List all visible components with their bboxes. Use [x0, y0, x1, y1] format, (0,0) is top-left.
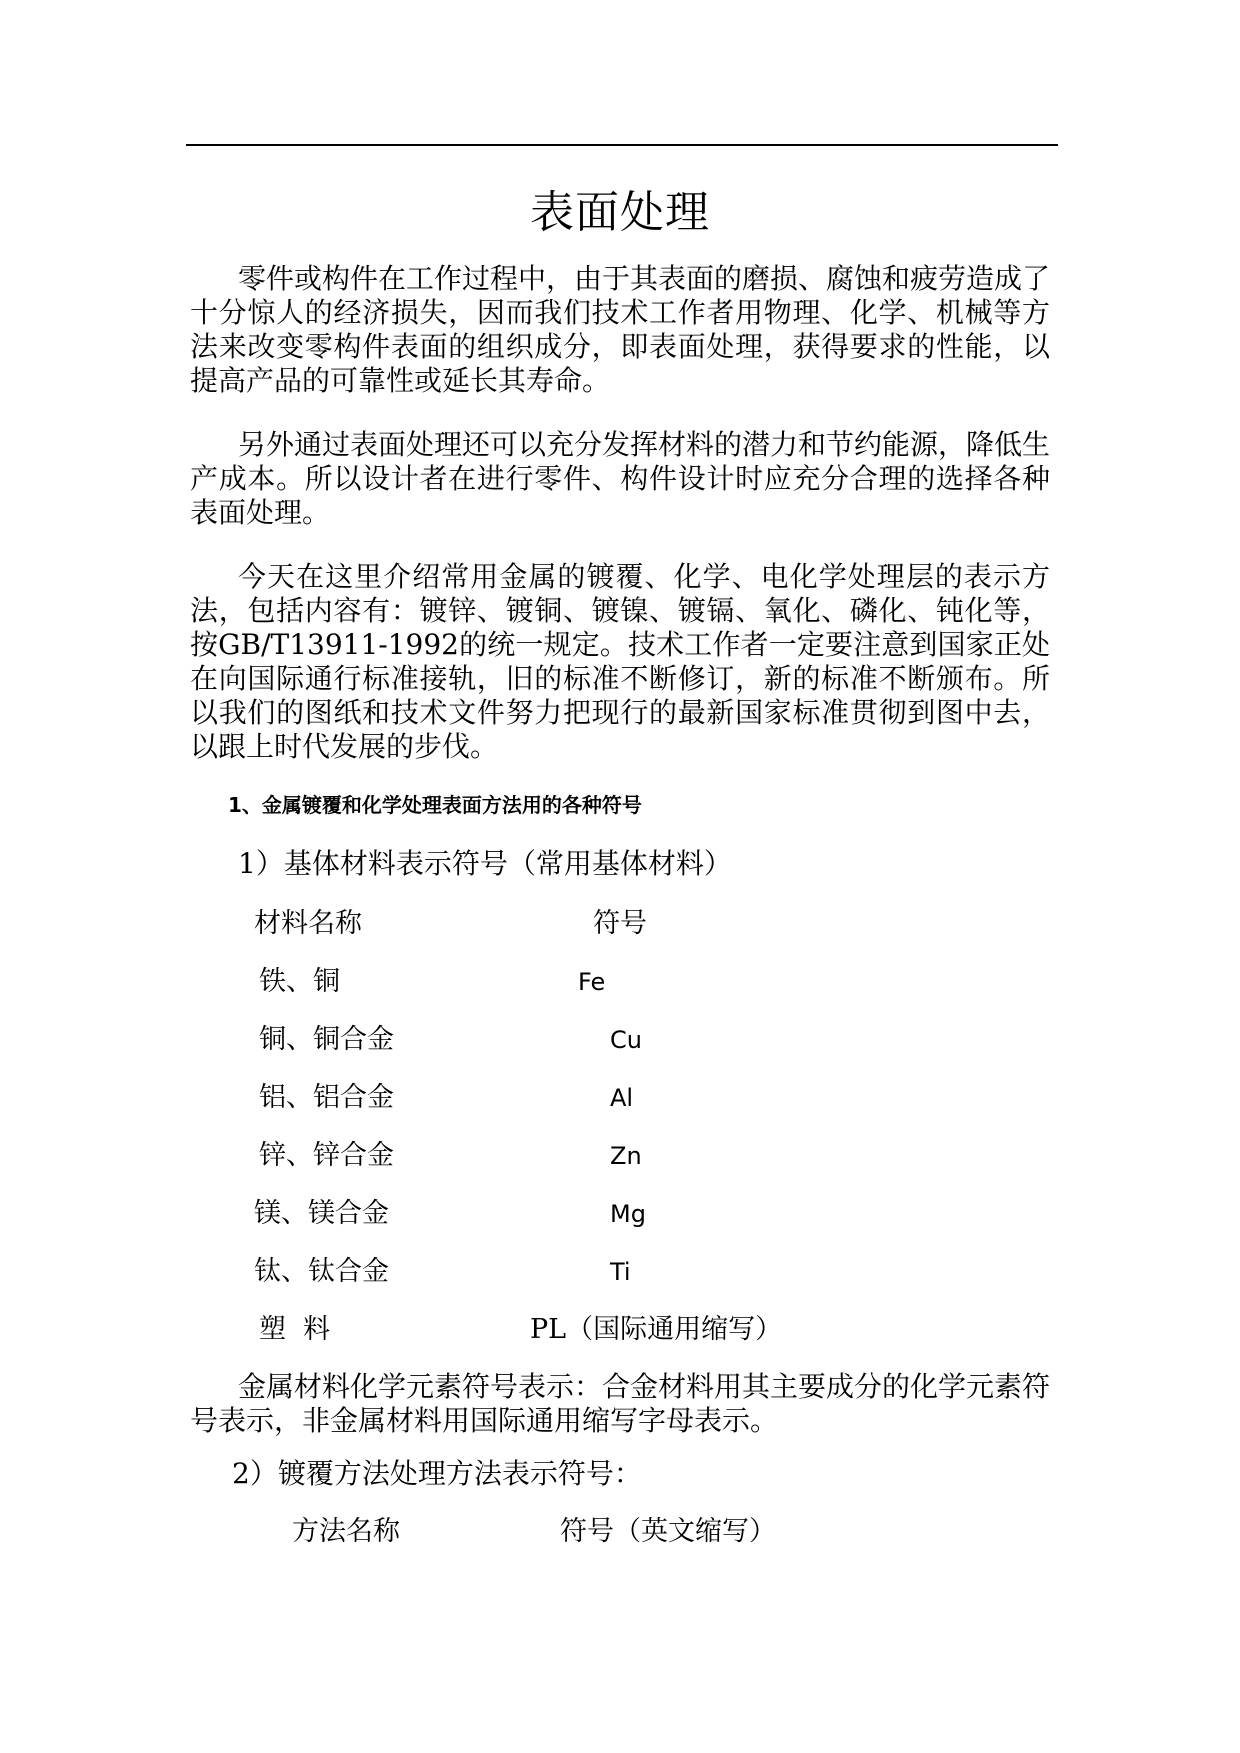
material-symbol: PL（国际通用缩写）: [530, 1314, 783, 1345]
column-header-symbol: 符号: [593, 908, 647, 939]
intro-paragraph-1: [190, 262, 1050, 398]
material-name: 铝、铝合金: [259, 1082, 394, 1113]
materials-table-header: [0, 904, 1240, 944]
material-symbol: Zn: [610, 1142, 642, 1170]
column-header-method-name: 方法名称: [292, 1516, 400, 1547]
material-symbol: Fe: [578, 968, 606, 996]
paragraph-text: 金属材料化学元素符号表示：合金材料用其主要成分的化学元素符号表示，非金属材料用国际通用缩写字母表示。: [190, 1370, 1051, 1437]
page-title: 表面处理: [530, 187, 710, 238]
table-row: [0, 962, 1240, 1002]
material-symbol: Ti: [610, 1258, 631, 1286]
column-header-material-name: 材料名称: [254, 908, 362, 939]
methods-table-header: [0, 1512, 1240, 1552]
material-name: 钛、钛合金: [254, 1256, 389, 1287]
material-name: 铁、铜: [259, 966, 340, 997]
material-name: 塑 料: [259, 1314, 331, 1345]
section-heading-symbols: 1、金属镀覆和化学处理表面方法用的各种符号: [228, 793, 642, 817]
subsection-heading-base-materials: 1）基体材料表示符号（常用基体材料）: [238, 847, 732, 880]
material-name: 锌、锌合金: [259, 1140, 394, 1171]
table-row: [0, 1252, 1240, 1292]
material-name: 铜、铜合金: [259, 1024, 394, 1055]
paragraph-text: 另外通过表面处理还可以充分发挥材料的潜力和节约能源，降低生产成本。所以设计者在进行零件、构件设计时应充分合理的选择各种表面处理。: [190, 428, 1051, 529]
header-rule: [186, 144, 1058, 146]
table-row: [0, 1310, 1240, 1350]
material-symbol: Cu: [610, 1026, 642, 1054]
paragraph-text: 零件或构件在工作过程中，由于其表面的磨损、腐蚀和疲劳造成了十分惊人的经济损失，因而我们技术工作者用物理、化学、机械等方法来改变零构件表面的组织成分，即表面处理，获得要求的性能，以提高产品的可靠性或延长其寿命。: [190, 262, 1051, 397]
subsection-heading-plating-methods: 2）镀覆方法处理方法表示符号：: [232, 1457, 642, 1490]
material-symbol: Al: [610, 1084, 634, 1112]
table-row: [0, 1078, 1240, 1118]
intro-paragraph-3: [190, 560, 1050, 764]
material-name: 镁、镁合金: [254, 1198, 389, 1229]
paragraph-text: 今天在这里介绍常用金属的镀覆、化学、电化学处理层的表示方法，包括内容有：镀锌、镀铜、镀镍、镀镉、氧化、磷化、钝化等，按GB/T13911-1992的统一规定。技术工作者一定要注意到国家正处在向国际通行标准接轨，旧的标准不断修订，新的标准不断颁布。所以我们的图纸和技术文件努力把现行的最新国家标准贯彻到图中去，以跟上时代发展的步伐。: [190, 560, 1050, 763]
table-row: [0, 1136, 1240, 1176]
materials-note-paragraph: [190, 1370, 1050, 1438]
table-row: [0, 1020, 1240, 1060]
table-row: [0, 1194, 1240, 1234]
column-header-symbol-abbrev: 符号（英文缩写）: [560, 1516, 776, 1547]
material-symbol: Mg: [610, 1200, 646, 1228]
intro-paragraph-2: [190, 428, 1050, 530]
